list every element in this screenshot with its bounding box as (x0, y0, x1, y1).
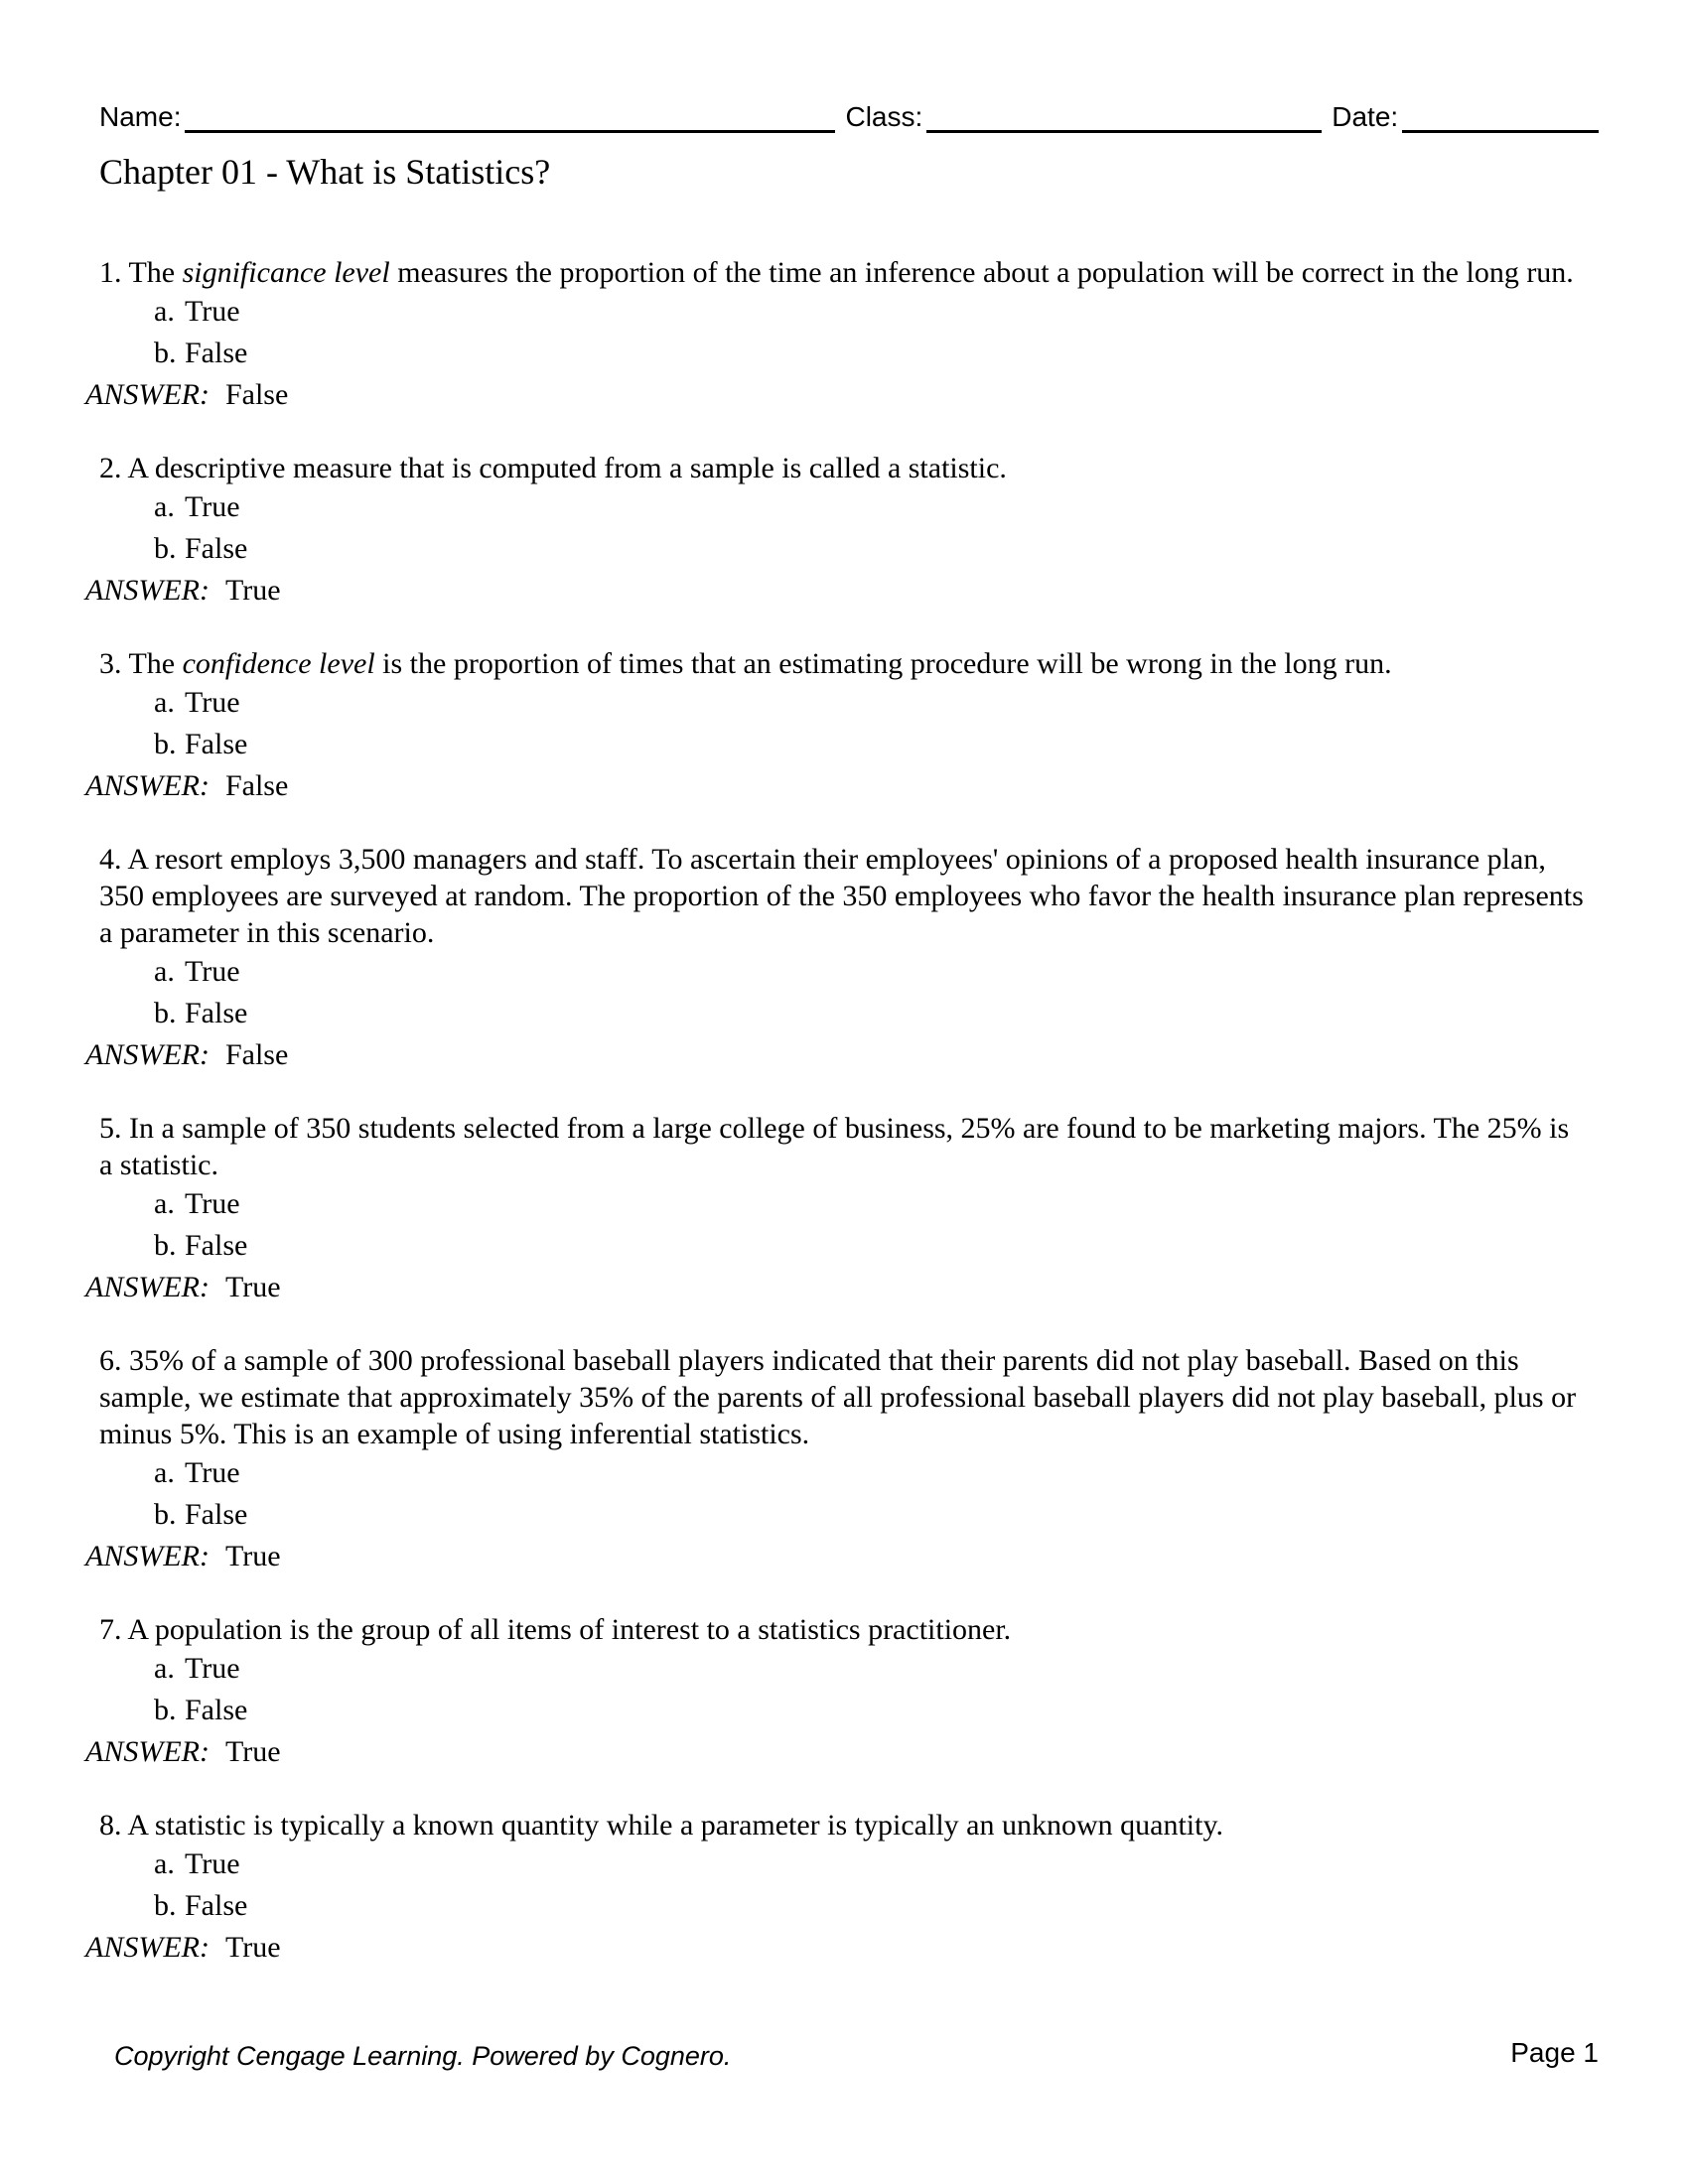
answer-label: ANSWER: (85, 1540, 210, 1572)
option-text: True (185, 1187, 240, 1220)
option-letter: b. (154, 1229, 177, 1262)
question-text-segment: confidence level (182, 647, 375, 680)
question-text-segment: is the proportion of times that an estimating procedure will be wrong in the long run. (374, 647, 1392, 680)
option-text: False (185, 1889, 248, 1922)
question-text-segment: 2. A descriptive measure that is computed from a sample is called a statistic. (99, 452, 1007, 484)
option-text: True (185, 295, 240, 328)
answer-row (85, 1267, 1589, 1308)
option-text: True (185, 1456, 240, 1489)
answer-value: True (224, 1735, 281, 1768)
option-text: False (185, 997, 248, 1029)
option-true[interactable] (99, 1843, 1589, 1885)
question-6 (85, 1342, 1589, 1577)
date-field-blank[interactable] (1402, 99, 1599, 133)
option-false[interactable] (99, 1225, 1589, 1267)
question-3 (85, 645, 1589, 807)
option-true[interactable] (99, 1183, 1589, 1225)
option-text: False (185, 337, 248, 369)
option-letter: b. (154, 728, 177, 760)
question-text-segment: 3. The (99, 647, 183, 680)
option-text: True (185, 1847, 240, 1880)
answer-label: ANSWER: (85, 378, 210, 411)
answer-row (85, 1034, 1589, 1076)
option-letter: b. (154, 997, 177, 1029)
answer-label: ANSWER: (85, 769, 210, 802)
answer-value: True (224, 1540, 281, 1572)
answer-label: ANSWER: (85, 574, 210, 607)
option-letter: b. (154, 1889, 177, 1922)
question-5 (85, 1110, 1589, 1308)
option-letter: a. (154, 295, 175, 328)
answer-label: ANSWER: (85, 1931, 210, 1964)
option-text: True (185, 955, 240, 988)
footer-page-number: Page 1 (1510, 2037, 1599, 2068)
answer-value: True (224, 1271, 281, 1303)
option-letter: a. (154, 1456, 175, 1489)
answer-row (85, 1927, 1589, 1969)
name-field-blank[interactable] (185, 99, 835, 133)
option-false[interactable] (99, 993, 1589, 1034)
answer-row (85, 374, 1589, 416)
option-text: False (185, 1229, 248, 1262)
option-false[interactable] (99, 1690, 1589, 1731)
option-false[interactable] (99, 333, 1589, 374)
question-text-segment: 4. A resort employs 3,500 managers and staff. To ascertain their employees' opinions of a proposed health insurance plan, 350 employees are surveyed at random. The proportion of the 350 employees who favor the health insurance plan represents a parameter in this scenario. (99, 843, 1584, 949)
question-text-segment: measures the proportion of the time an inference about a population will be correct in the long run. (389, 256, 1574, 289)
answer-row (85, 765, 1589, 807)
option-letter: a. (154, 1847, 175, 1880)
question-text (99, 1342, 1589, 1452)
question-2 (85, 450, 1589, 612)
answer-row (85, 570, 1589, 612)
question-text (99, 254, 1589, 291)
option-text: True (185, 490, 240, 523)
header (99, 99, 1599, 133)
option-text: True (185, 1652, 240, 1685)
class-label: Class: (845, 101, 923, 132)
option-false[interactable] (99, 1494, 1589, 1536)
option-letter: b. (154, 532, 177, 565)
answer-row (85, 1731, 1589, 1773)
question-text-segment: 5. In a sample of 350 students selected from a large college of business, 25% are found to be marketing majors. The 25% is a statistic. (99, 1112, 1570, 1181)
option-letter: a. (154, 1187, 175, 1220)
option-true[interactable] (99, 951, 1589, 993)
name-label: Name: (99, 101, 182, 132)
option-letter: a. (154, 490, 175, 523)
question-text (99, 1611, 1589, 1648)
question-text (99, 450, 1589, 486)
answer-value: True (224, 574, 281, 607)
option-true[interactable] (99, 1452, 1589, 1494)
answer-value: False (224, 1038, 289, 1071)
answer-row (85, 1536, 1589, 1577)
option-letter: b. (154, 1694, 177, 1726)
page-title: Chapter 01 - What is Statistics? (99, 152, 551, 192)
option-letter: b. (154, 1498, 177, 1531)
question-text (99, 1110, 1589, 1183)
option-letter: a. (154, 1652, 175, 1685)
question-text (99, 841, 1589, 951)
option-text: False (185, 1694, 248, 1726)
question-text-segment: 1. The (99, 256, 183, 289)
option-true[interactable] (99, 682, 1589, 724)
option-letter: a. (154, 955, 175, 988)
answer-label: ANSWER: (85, 1271, 210, 1303)
question-text (99, 645, 1589, 682)
question-text-segment: 6. 35% of a sample of 300 professional baseball players indicated that their parents did not play baseball. Based on this sample, we estimate that approximately 35% of the parents of all professional baseball players did not play baseball, plus or minus 5%. This is an example of using inferential statistics. (99, 1344, 1577, 1450)
option-text: True (185, 686, 240, 719)
option-text: False (185, 532, 248, 565)
question-8 (85, 1807, 1589, 1969)
option-false[interactable] (99, 1885, 1589, 1927)
answer-value: False (224, 378, 289, 411)
question-4 (85, 841, 1589, 1076)
answer-value: True (224, 1931, 281, 1964)
option-true[interactable] (99, 1648, 1589, 1690)
question-7 (85, 1611, 1589, 1773)
answer-value: False (224, 769, 289, 802)
option-text: False (185, 1498, 248, 1531)
question-text-segment: 7. A population is the group of all items of interest to a statistics practitioner. (99, 1613, 1012, 1646)
class-field-blank[interactable] (926, 99, 1322, 133)
option-text: False (185, 728, 248, 760)
footer-copyright: Copyright Cengage Learning. Powered by Cognero. (114, 2041, 732, 2071)
option-false[interactable] (99, 528, 1589, 570)
option-true[interactable] (99, 486, 1589, 528)
question-1 (85, 254, 1589, 416)
question-text (99, 1807, 1589, 1843)
answer-label: ANSWER: (85, 1735, 210, 1768)
question-text-segment: 8. A statistic is typically a known quantity while a parameter is typically an unknown quantity. (99, 1809, 1224, 1842)
date-label: Date: (1332, 101, 1399, 132)
question-list (85, 254, 1589, 2002)
option-true[interactable] (99, 291, 1589, 333)
option-false[interactable] (99, 724, 1589, 765)
question-text-segment: significance level (182, 256, 390, 289)
answer-label: ANSWER: (85, 1038, 210, 1071)
option-letter: a. (154, 686, 175, 719)
option-letter: b. (154, 337, 177, 369)
